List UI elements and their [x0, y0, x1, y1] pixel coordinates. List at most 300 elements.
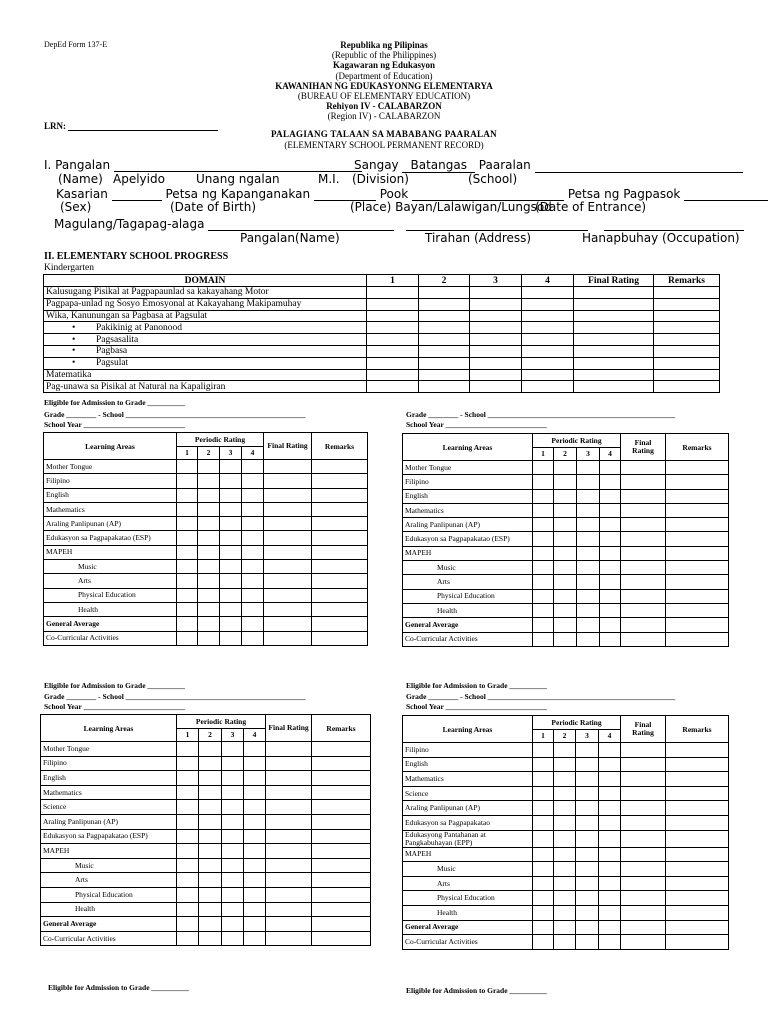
grade-cell[interactable]: [312, 902, 371, 917]
grade-cell[interactable]: [242, 531, 264, 545]
grade-cell[interactable]: [177, 545, 198, 559]
grade-cell[interactable]: [621, 786, 666, 801]
grade-cell[interactable]: [199, 829, 222, 844]
grade-cell[interactable]: [621, 561, 666, 575]
grade-cell[interactable]: [554, 489, 577, 503]
rating-cell[interactable]: [522, 357, 574, 369]
grade-cell[interactable]: [312, 531, 368, 545]
rating-cell[interactable]: [522, 369, 574, 381]
grade-cell[interactable]: [266, 785, 312, 800]
grade-cell[interactable]: [577, 489, 600, 503]
grade-cell[interactable]: [576, 876, 599, 891]
grade-cell[interactable]: [266, 771, 312, 786]
grade-cell[interactable]: [554, 891, 576, 906]
grade-cell[interactable]: [177, 502, 198, 516]
grade-cell[interactable]: [666, 503, 729, 517]
grade-cell[interactable]: [554, 532, 577, 546]
rating-cell[interactable]: [522, 381, 574, 393]
grade-cell[interactable]: [220, 488, 242, 502]
grade-cell[interactable]: [177, 844, 199, 859]
grade-cell[interactable]: [621, 503, 666, 517]
grade-cell[interactable]: [576, 862, 599, 877]
grade-cell[interactable]: [577, 561, 600, 575]
grade-cell[interactable]: [600, 589, 621, 603]
grade-cell[interactable]: [533, 935, 554, 950]
grade-cell[interactable]: [554, 786, 576, 801]
grade-cell[interactable]: [533, 891, 554, 906]
grade-cell[interactable]: [266, 902, 312, 917]
grade-cell[interactable]: [264, 631, 312, 645]
grade-cell[interactable]: [666, 786, 729, 801]
grade-cell[interactable]: [177, 560, 198, 574]
rating-cell[interactable]: [419, 298, 470, 310]
grade-cell[interactable]: [312, 785, 371, 800]
grade-cell[interactable]: [554, 575, 577, 589]
rating-cell[interactable]: [654, 381, 720, 393]
grade-cell[interactable]: [198, 460, 220, 474]
grade-cell[interactable]: [599, 801, 621, 816]
grade-cell[interactable]: [312, 474, 368, 488]
grade-cell[interactable]: [600, 561, 621, 575]
grade-cell[interactable]: [220, 631, 242, 645]
grade-cell[interactable]: [599, 905, 621, 920]
grade-cell[interactable]: [177, 814, 199, 829]
rating-cell[interactable]: [470, 334, 522, 346]
grade-cell[interactable]: [220, 560, 242, 574]
grade-cell[interactable]: [533, 743, 554, 758]
grade-cell[interactable]: [666, 772, 729, 787]
grade-cell[interactable]: [599, 876, 621, 891]
grade-cell[interactable]: [242, 502, 264, 516]
grade-cell[interactable]: [220, 602, 242, 616]
grade-cell[interactable]: [621, 876, 666, 891]
grade-cell[interactable]: [554, 935, 576, 950]
grade-cell[interactable]: [666, 589, 729, 603]
rating-cell[interactable]: [367, 345, 419, 357]
grade-cell[interactable]: [312, 858, 371, 873]
sangay-field[interactable]: Batangas: [402, 158, 474, 173]
grade-cell[interactable]: [599, 862, 621, 877]
rating-cell[interactable]: [574, 287, 654, 299]
grade-cell[interactable]: [577, 618, 600, 632]
grade-cell[interactable]: [576, 920, 599, 935]
rating-cell[interactable]: [574, 345, 654, 357]
grade-cell[interactable]: [199, 858, 222, 873]
grade-cell[interactable]: [177, 574, 198, 588]
grade-cell[interactable]: [198, 631, 220, 645]
grade-cell[interactable]: [199, 902, 222, 917]
guardian-occupation-field[interactable]: [604, 219, 744, 231]
school-field[interactable]: [535, 161, 743, 173]
grade-cell[interactable]: [533, 815, 554, 830]
grade-cell[interactable]: [554, 876, 576, 891]
rating-cell[interactable]: [574, 357, 654, 369]
grade-cell[interactable]: [220, 574, 242, 588]
grade-cell[interactable]: [554, 757, 576, 772]
grade-cell[interactable]: [577, 603, 600, 617]
grade-cell[interactable]: [554, 461, 577, 475]
grade-cell[interactable]: [666, 847, 729, 862]
grade-cell[interactable]: [312, 517, 368, 531]
grade-cell[interactable]: [600, 503, 621, 517]
grade-cell[interactable]: [264, 460, 312, 474]
grade-cell[interactable]: [576, 830, 599, 847]
grade-cell[interactable]: [220, 502, 242, 516]
grade-cell[interactable]: [666, 489, 729, 503]
rating-cell[interactable]: [470, 357, 522, 369]
rating-cell[interactable]: [574, 334, 654, 346]
grade-cell[interactable]: [242, 631, 264, 645]
rating-cell[interactable]: [470, 322, 522, 334]
rating-cell[interactable]: [470, 298, 522, 310]
grade-cell[interactable]: [599, 891, 621, 906]
grade-cell[interactable]: [198, 488, 220, 502]
grade-cell[interactable]: [177, 631, 198, 645]
grade-cell[interactable]: [554, 618, 577, 632]
grade-cell[interactable]: [220, 531, 242, 545]
grade-cell[interactable]: [242, 560, 264, 574]
grade-cell[interactable]: [621, 518, 666, 532]
rating-cell[interactable]: [419, 369, 470, 381]
grade-cell[interactable]: [177, 460, 198, 474]
grade-cell[interactable]: [198, 545, 220, 559]
grade-cell[interactable]: [533, 603, 554, 617]
sex-field[interactable]: [112, 189, 162, 201]
grade-cell[interactable]: [554, 830, 576, 847]
grade-cell[interactable]: [198, 602, 220, 616]
grade-cell[interactable]: [177, 488, 198, 502]
rating-cell[interactable]: [419, 345, 470, 357]
grade-cell[interactable]: [599, 830, 621, 847]
grade-cell[interactable]: [554, 589, 577, 603]
grade-cell[interactable]: [666, 801, 729, 816]
grade-cell[interactable]: [554, 475, 577, 489]
grade-cell[interactable]: [264, 531, 312, 545]
grade-cell[interactable]: [244, 858, 266, 873]
grade-cell[interactable]: [621, 475, 666, 489]
grade-cell[interactable]: [312, 560, 368, 574]
grade-cell[interactable]: [554, 905, 576, 920]
grade-cell[interactable]: [533, 801, 554, 816]
rating-cell[interactable]: [522, 322, 574, 334]
grade-cell[interactable]: [266, 887, 312, 902]
grade-cell[interactable]: [533, 546, 554, 560]
grade-cell[interactable]: [577, 503, 600, 517]
grade-cell[interactable]: [533, 905, 554, 920]
grade-cell[interactable]: [177, 771, 199, 786]
grade-cell[interactable]: [242, 617, 264, 631]
grade-cell[interactable]: [554, 561, 577, 575]
grade-cell[interactable]: [600, 461, 621, 475]
rating-cell[interactable]: [470, 381, 522, 393]
grade-cell[interactable]: [199, 785, 222, 800]
grade-cell[interactable]: [621, 830, 666, 847]
grade-cell[interactable]: [264, 602, 312, 616]
grade-cell[interactable]: [666, 862, 729, 877]
grade-cell[interactable]: [177, 917, 199, 932]
grade-cell[interactable]: [198, 474, 220, 488]
rating-cell[interactable]: [522, 345, 574, 357]
grade-cell[interactable]: [621, 920, 666, 935]
rating-cell[interactable]: [419, 357, 470, 369]
grade-cell[interactable]: [621, 632, 666, 646]
grade-cell[interactable]: [312, 460, 368, 474]
rating-cell[interactable]: [367, 381, 419, 393]
grade-cell[interactable]: [533, 589, 554, 603]
grade-cell[interactable]: [621, 815, 666, 830]
grade-cell[interactable]: [621, 618, 666, 632]
grade-cell[interactable]: [576, 815, 599, 830]
rating-cell[interactable]: [654, 345, 720, 357]
grade-cell[interactable]: [264, 474, 312, 488]
grade-cell[interactable]: [177, 531, 198, 545]
grade-cell[interactable]: [621, 801, 666, 816]
grade-cell[interactable]: [533, 786, 554, 801]
grade-cell[interactable]: [266, 742, 312, 757]
grade-cell[interactable]: [554, 632, 577, 646]
grade-cell[interactable]: [244, 902, 266, 917]
grade-cell[interactable]: [666, 532, 729, 546]
grade-cell[interactable]: [533, 618, 554, 632]
grade-cell[interactable]: [244, 829, 266, 844]
grade-cell[interactable]: [266, 829, 312, 844]
grade-cell[interactable]: [222, 756, 244, 771]
guardian-name-field[interactable]: [208, 219, 394, 231]
grade-cell[interactable]: [576, 847, 599, 862]
grade-cell[interactable]: [621, 862, 666, 877]
grade-cell[interactable]: [533, 575, 554, 589]
grade-cell[interactable]: [312, 800, 371, 815]
grade-cell[interactable]: [666, 830, 729, 847]
rating-cell[interactable]: [470, 345, 522, 357]
grade-cell[interactable]: [600, 632, 621, 646]
grade-cell[interactable]: [576, 935, 599, 950]
rating-cell[interactable]: [654, 369, 720, 381]
grade-cell[interactable]: [666, 603, 729, 617]
rating-cell[interactable]: [522, 310, 574, 322]
grade-cell[interactable]: [621, 772, 666, 787]
rating-cell[interactable]: [470, 310, 522, 322]
grade-cell[interactable]: [264, 502, 312, 516]
grade-cell[interactable]: [576, 891, 599, 906]
grade-cell[interactable]: [666, 743, 729, 758]
grade-cell[interactable]: [621, 743, 666, 758]
grade-cell[interactable]: [177, 785, 199, 800]
grade-cell[interactable]: [220, 517, 242, 531]
grade-cell[interactable]: [599, 920, 621, 935]
grade-cell[interactable]: [312, 931, 371, 946]
grade-cell[interactable]: [554, 772, 576, 787]
grade-cell[interactable]: [666, 935, 729, 950]
grade-cell[interactable]: [312, 488, 368, 502]
rating-cell[interactable]: [522, 298, 574, 310]
grade-cell[interactable]: [266, 931, 312, 946]
grade-cell[interactable]: [621, 589, 666, 603]
grade-cell[interactable]: [621, 847, 666, 862]
grade-cell[interactable]: [177, 517, 198, 531]
rating-cell[interactable]: [574, 298, 654, 310]
grade-cell[interactable]: [312, 588, 368, 602]
grade-cell[interactable]: [533, 772, 554, 787]
grade-cell[interactable]: [266, 858, 312, 873]
grade-cell[interactable]: [244, 756, 266, 771]
grade-cell[interactable]: [312, 617, 368, 631]
grade-cell[interactable]: [554, 801, 576, 816]
grade-cell[interactable]: [577, 532, 600, 546]
rating-cell[interactable]: [574, 310, 654, 322]
grade-cell[interactable]: [177, 588, 198, 602]
grade-cell[interactable]: [666, 891, 729, 906]
grade-cell[interactable]: [666, 815, 729, 830]
grade-cell[interactable]: [666, 518, 729, 532]
grade-cell[interactable]: [177, 742, 199, 757]
grade-cell[interactable]: [199, 756, 222, 771]
doe-field[interactable]: [684, 189, 768, 201]
rating-cell[interactable]: [419, 334, 470, 346]
grade-cell[interactable]: [554, 503, 577, 517]
grade-cell[interactable]: [222, 785, 244, 800]
rating-cell[interactable]: [419, 322, 470, 334]
grade-cell[interactable]: [666, 876, 729, 891]
grade-cell[interactable]: [600, 546, 621, 560]
grade-cell[interactable]: [222, 858, 244, 873]
rating-cell[interactable]: [654, 357, 720, 369]
grade-cell[interactable]: [177, 756, 199, 771]
grade-cell[interactable]: [533, 757, 554, 772]
grade-cell[interactable]: [222, 902, 244, 917]
grade-cell[interactable]: [222, 742, 244, 757]
rating-cell[interactable]: [367, 334, 419, 346]
rating-cell[interactable]: [367, 298, 419, 310]
grade-cell[interactable]: [177, 873, 199, 888]
name-field[interactable]: [114, 160, 362, 172]
grade-cell[interactable]: [244, 887, 266, 902]
grade-cell[interactable]: [244, 814, 266, 829]
grade-cell[interactable]: [312, 742, 371, 757]
grade-cell[interactable]: [554, 603, 577, 617]
grade-cell[interactable]: [599, 757, 621, 772]
grade-cell[interactable]: [621, 532, 666, 546]
grade-cell[interactable]: [600, 603, 621, 617]
grade-cell[interactable]: [177, 931, 199, 946]
rating-cell[interactable]: [367, 369, 419, 381]
grade-cell[interactable]: [666, 546, 729, 560]
grade-cell[interactable]: [312, 844, 371, 859]
grade-cell[interactable]: [312, 814, 371, 829]
grade-cell[interactable]: [199, 887, 222, 902]
grade-cell[interactable]: [600, 532, 621, 546]
grade-cell[interactable]: [533, 920, 554, 935]
grade-cell[interactable]: [222, 844, 244, 859]
grade-cell[interactable]: [533, 532, 554, 546]
grade-cell[interactable]: [266, 844, 312, 859]
rating-cell[interactable]: [654, 310, 720, 322]
grade-cell[interactable]: [554, 546, 577, 560]
grade-cell[interactable]: [242, 488, 264, 502]
rating-cell[interactable]: [419, 381, 470, 393]
grade-cell[interactable]: [199, 931, 222, 946]
grade-cell[interactable]: [242, 517, 264, 531]
grade-cell[interactable]: [554, 518, 577, 532]
rating-cell[interactable]: [419, 310, 470, 322]
grade-cell[interactable]: [577, 475, 600, 489]
grade-cell[interactable]: [312, 545, 368, 559]
grade-cell[interactable]: [220, 617, 242, 631]
grade-cell[interactable]: [312, 756, 371, 771]
guardian-address-field[interactable]: [406, 219, 588, 231]
grade-cell[interactable]: [264, 545, 312, 559]
grade-cell[interactable]: [621, 575, 666, 589]
grade-cell[interactable]: [621, 757, 666, 772]
grade-cell[interactable]: [312, 917, 371, 932]
grade-cell[interactable]: [220, 460, 242, 474]
grade-cell[interactable]: [621, 905, 666, 920]
grade-cell[interactable]: [577, 632, 600, 646]
grade-cell[interactable]: [244, 800, 266, 815]
grade-cell[interactable]: [576, 757, 599, 772]
grade-cell[interactable]: [264, 488, 312, 502]
grade-cell[interactable]: [242, 474, 264, 488]
grade-cell[interactable]: [198, 517, 220, 531]
grade-cell[interactable]: [577, 575, 600, 589]
rating-cell[interactable]: [654, 287, 720, 299]
grade-cell[interactable]: [198, 560, 220, 574]
grade-cell[interactable]: [199, 844, 222, 859]
grade-cell[interactable]: [222, 887, 244, 902]
grade-cell[interactable]: [599, 772, 621, 787]
grade-cell[interactable]: [177, 474, 198, 488]
grade-cell[interactable]: [198, 617, 220, 631]
grade-cell[interactable]: [576, 772, 599, 787]
grade-cell[interactable]: [177, 858, 199, 873]
grade-cell[interactable]: [533, 475, 554, 489]
grade-cell[interactable]: [177, 617, 198, 631]
grade-cell[interactable]: [264, 560, 312, 574]
grade-cell[interactable]: [600, 518, 621, 532]
grade-cell[interactable]: [312, 771, 371, 786]
grade-cell[interactable]: [533, 830, 554, 847]
grade-cell[interactable]: [600, 575, 621, 589]
rating-cell[interactable]: [574, 369, 654, 381]
grade-cell[interactable]: [576, 786, 599, 801]
grade-cell[interactable]: [666, 618, 729, 632]
grade-cell[interactable]: [242, 545, 264, 559]
rating-cell[interactable]: [367, 357, 419, 369]
grade-cell[interactable]: [220, 545, 242, 559]
grade-cell[interactable]: [264, 517, 312, 531]
grade-cell[interactable]: [533, 847, 554, 862]
grade-cell[interactable]: [198, 502, 220, 516]
grade-cell[interactable]: [222, 931, 244, 946]
grade-cell[interactable]: [199, 771, 222, 786]
grade-cell[interactable]: [220, 588, 242, 602]
grade-cell[interactable]: [621, 891, 666, 906]
rating-cell[interactable]: [522, 287, 574, 299]
rating-cell[interactable]: [470, 287, 522, 299]
grade-cell[interactable]: [666, 575, 729, 589]
grade-cell[interactable]: [264, 588, 312, 602]
grade-cell[interactable]: [621, 461, 666, 475]
grade-cell[interactable]: [199, 742, 222, 757]
grade-cell[interactable]: [244, 771, 266, 786]
grade-cell[interactable]: [199, 814, 222, 829]
grade-cell[interactable]: [266, 814, 312, 829]
grade-cell[interactable]: [533, 876, 554, 891]
grade-cell[interactable]: [599, 786, 621, 801]
grade-cell[interactable]: [576, 801, 599, 816]
grade-cell[interactable]: [666, 475, 729, 489]
grade-cell[interactable]: [177, 887, 199, 902]
